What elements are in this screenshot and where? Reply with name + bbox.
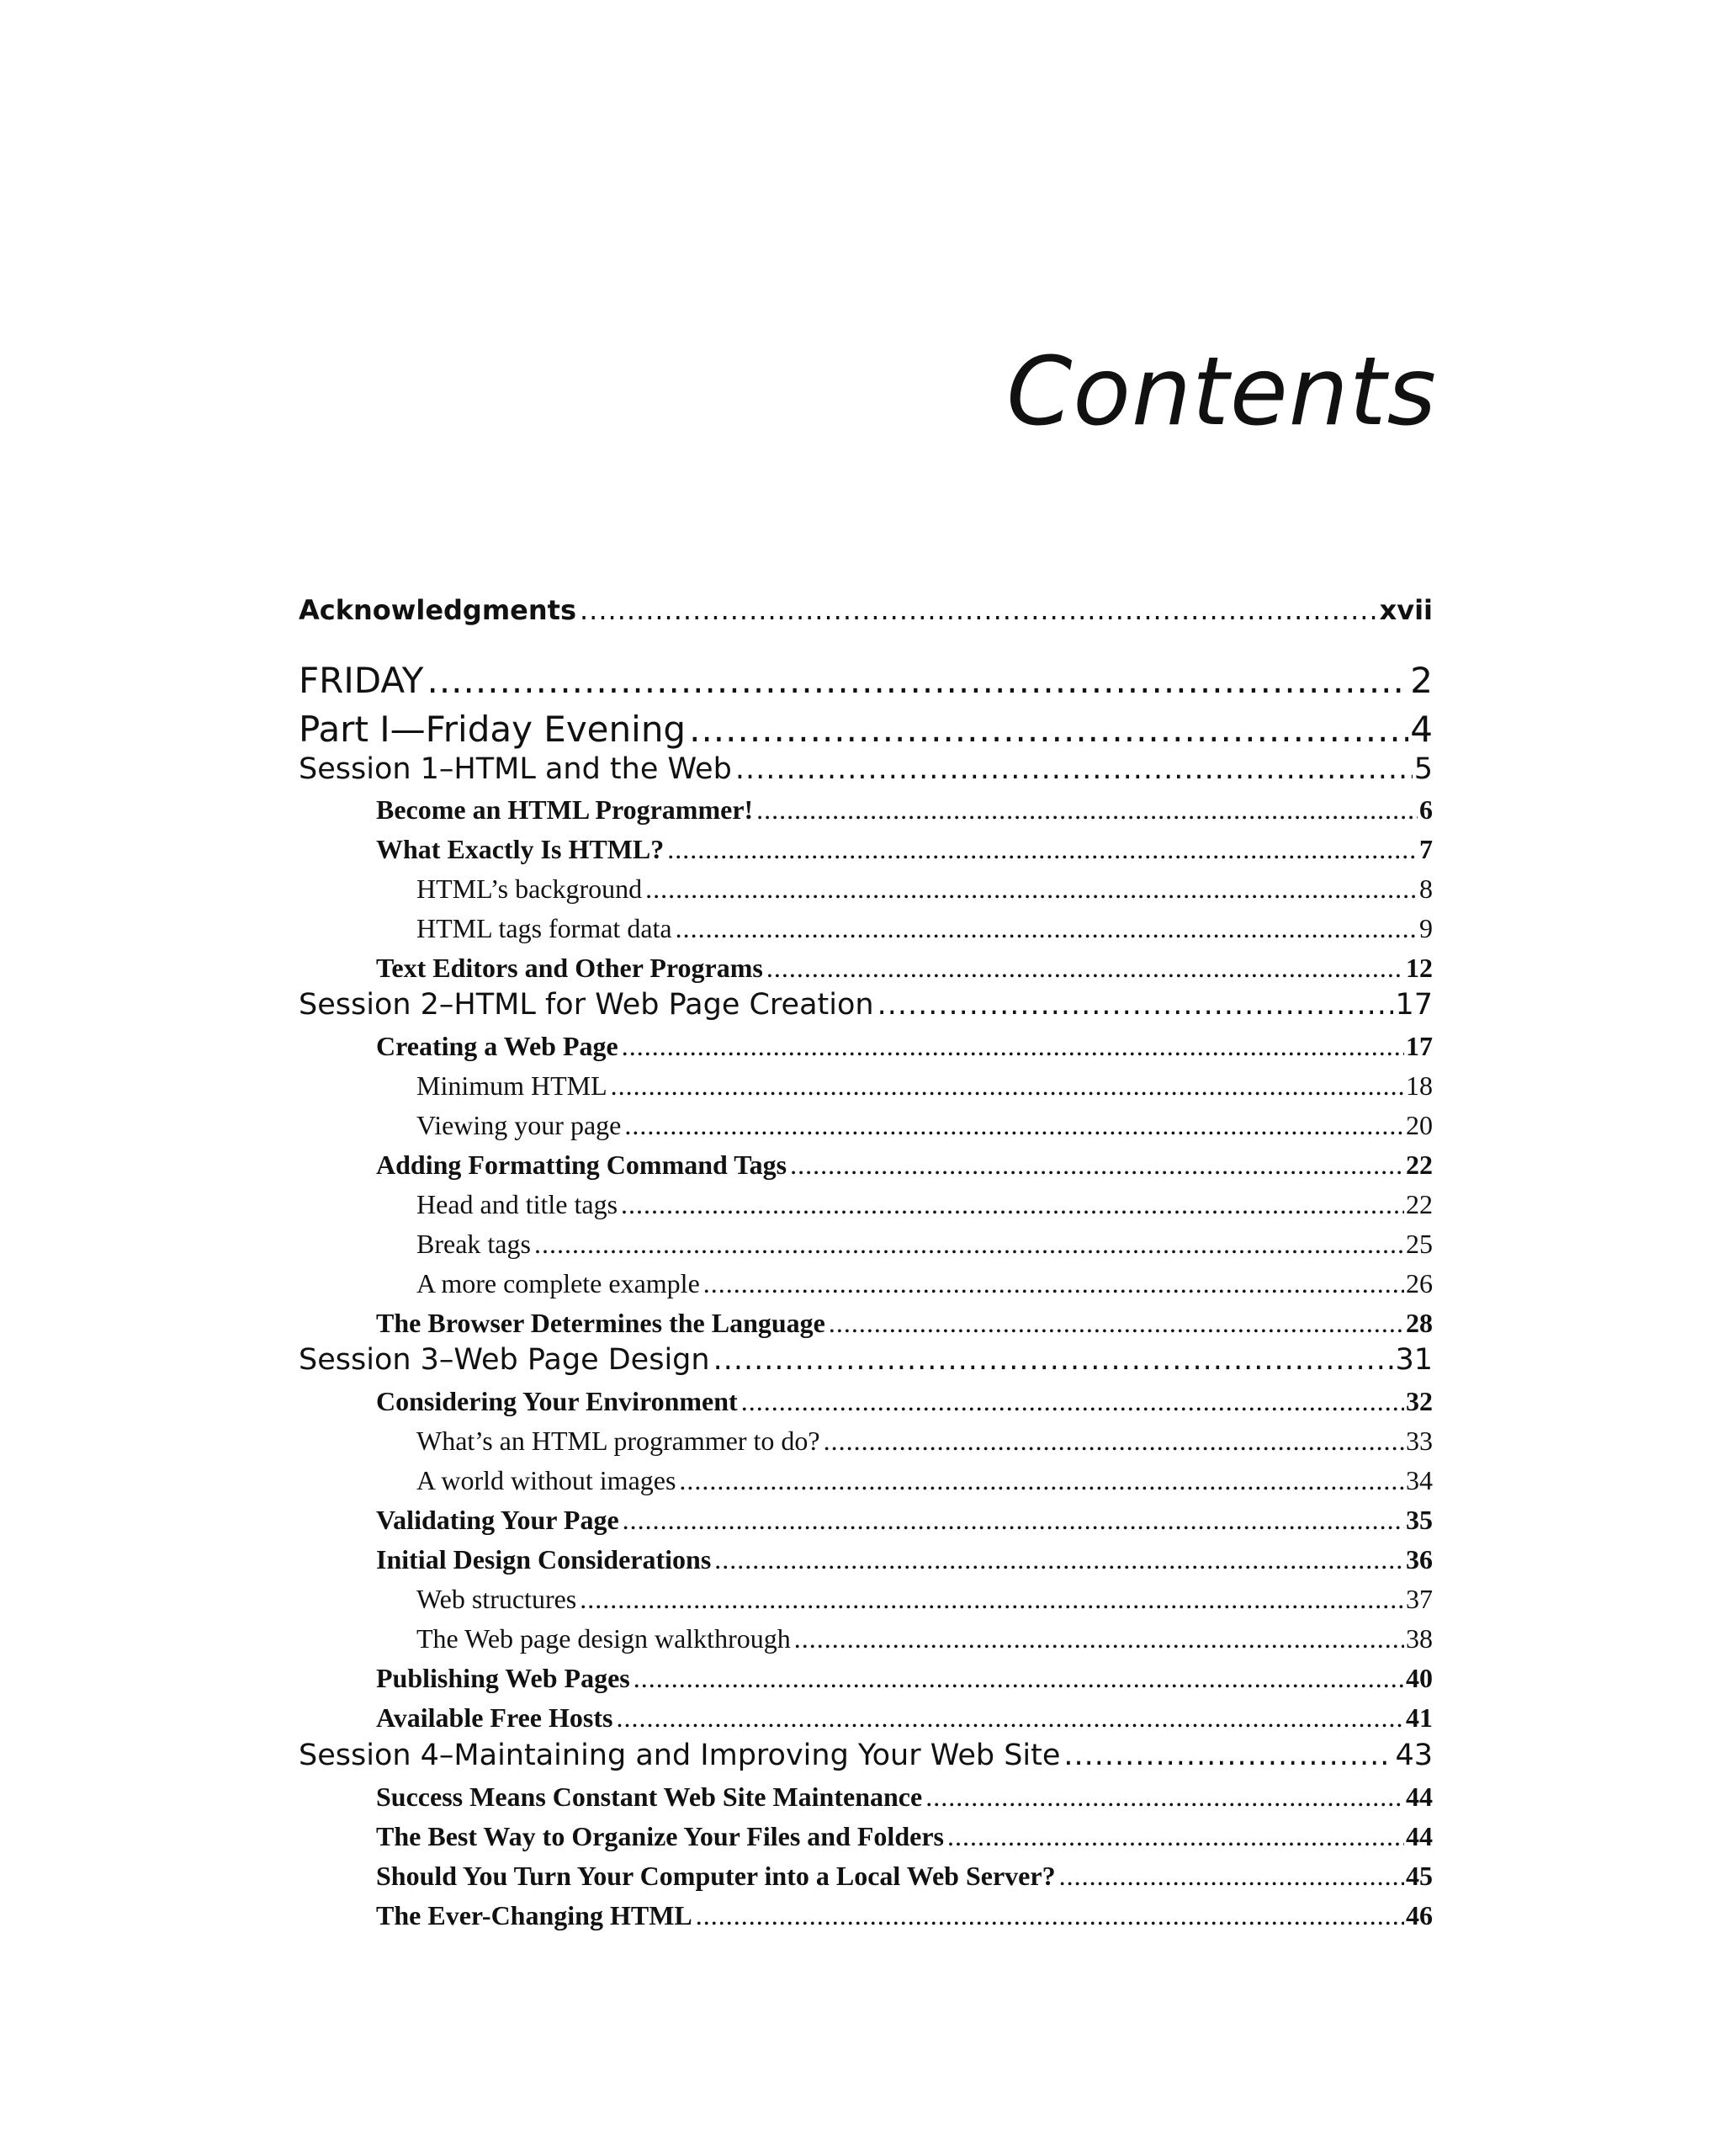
- toc-entry-title: Part I—Friday Evening: [299, 709, 687, 750]
- toc-entry-title: FRIDAY: [299, 660, 424, 701]
- dot-leader: [645, 874, 1418, 905]
- toc-entry-page-number: 44: [1406, 1821, 1433, 1851]
- toc-entry-page-number: 7: [1419, 834, 1433, 864]
- toc-entry: [299, 709, 1433, 750]
- toc-entry-title: Available Free Hosts: [376, 1702, 613, 1733]
- dot-leader: [611, 1070, 1404, 1102]
- toc-entry-title: Session 3–Web Page Design: [299, 1343, 710, 1377]
- toc-entry-title: HTML’s background: [416, 874, 643, 904]
- dot-leader: [624, 1110, 1404, 1141]
- toc-entry-title: Minimum HTML: [416, 1070, 607, 1101]
- toc-entry-title: HTML tags format data: [416, 913, 672, 943]
- toc-entry-page-number: 37: [1406, 1584, 1433, 1614]
- toc-entry-title: Publishing Web Pages: [376, 1663, 630, 1693]
- toc-entry-page-number: 41: [1406, 1702, 1433, 1733]
- dot-leader: [580, 1584, 1404, 1615]
- dot-leader: [676, 913, 1418, 944]
- toc-entry: [299, 988, 1433, 1022]
- toc-entry-title: Initial Design Considerations: [376, 1544, 712, 1575]
- dot-leader: [735, 752, 1413, 786]
- toc-entry: [376, 953, 1433, 984]
- toc-entry: [416, 1426, 1433, 1457]
- toc-entry-title: What Exactly Is HTML?: [376, 834, 665, 864]
- toc-entry-title: Acknowledgments: [299, 594, 576, 626]
- toc-entry-page-number: 43: [1395, 1739, 1433, 1772]
- toc-entry-page-number: 2: [1410, 660, 1433, 701]
- toc-entry-page-number: 32: [1406, 1386, 1433, 1416]
- toc-entry-page-number: 34: [1406, 1465, 1433, 1495]
- dot-leader: [679, 1465, 1404, 1496]
- toc-entry: [376, 1031, 1433, 1062]
- toc-entry-title: What’s an HTML programmer to do?: [416, 1426, 820, 1456]
- dot-leader: [623, 1505, 1404, 1536]
- toc-entry: [376, 1702, 1433, 1734]
- toc-entry-title: The Browser Determines the Language: [376, 1308, 825, 1338]
- toc-entry: [376, 1505, 1433, 1536]
- toc-entry-page-number: 18: [1406, 1070, 1433, 1101]
- toc-entry-title: A more complete example: [416, 1268, 700, 1298]
- toc-entry: [416, 1268, 1433, 1299]
- toc-entry-page-number: xvii: [1379, 594, 1433, 626]
- toc-entry-title: Viewing your page: [416, 1110, 622, 1140]
- dot-leader: [622, 1031, 1404, 1062]
- toc-entry-title: Validating Your Page: [376, 1505, 619, 1535]
- toc-entry-title: The Web page design walkthrough: [416, 1623, 791, 1654]
- dot-leader: [534, 1229, 1404, 1260]
- toc-entry: [299, 1343, 1433, 1377]
- toc-entry-page-number: 17: [1395, 988, 1433, 1022]
- toc-entry: [416, 874, 1433, 905]
- toc-entry: [376, 1544, 1433, 1575]
- toc-entry: [376, 1308, 1433, 1339]
- toc-entry: [376, 1386, 1433, 1417]
- toc-entry-page-number: 22: [1406, 1150, 1433, 1180]
- toc-entry: [376, 1861, 1433, 1892]
- toc-entry: [416, 1070, 1433, 1102]
- toc-entry: [299, 660, 1433, 701]
- toc-entry-page-number: 25: [1406, 1229, 1433, 1259]
- toc-entry-title: Creating a Web Page: [376, 1031, 618, 1061]
- toc-entry: [376, 794, 1433, 826]
- toc-entry-page-number: 46: [1406, 1900, 1433, 1930]
- toc-entry-page-number: 17: [1406, 1031, 1433, 1061]
- toc-entry-page-number: 12: [1406, 953, 1433, 983]
- dot-leader: [714, 1544, 1404, 1575]
- toc-entry-title: Break tags: [416, 1229, 531, 1259]
- toc-entry-title: Considering Your Environment: [376, 1386, 738, 1416]
- dot-leader: [829, 1308, 1404, 1339]
- toc-entry: [376, 1900, 1433, 1931]
- toc-entry-page-number: 8: [1419, 874, 1433, 904]
- toc-entry-title: The Ever-Changing HTML: [376, 1900, 692, 1930]
- toc-entry-page-number: 22: [1406, 1189, 1433, 1219]
- page-title: Contents: [1006, 337, 1437, 447]
- toc-entry-page-number: 44: [1406, 1782, 1433, 1812]
- toc-entry: [416, 1584, 1433, 1615]
- dot-leader: [824, 1426, 1404, 1457]
- toc-entry: [416, 913, 1433, 944]
- toc-entry: [416, 1623, 1433, 1654]
- toc-entry-page-number: 38: [1406, 1623, 1433, 1654]
- dot-leader: [1063, 1739, 1393, 1772]
- toc-entry-title: Web structures: [416, 1584, 577, 1614]
- toc-entry-title: A world without images: [416, 1465, 676, 1495]
- dot-leader: [756, 794, 1418, 826]
- dot-leader: [427, 660, 1408, 701]
- toc-entry: [299, 1739, 1433, 1772]
- dot-leader: [713, 1343, 1394, 1377]
- toc-entry-page-number: 4: [1410, 709, 1433, 750]
- toc-entry: [299, 594, 1433, 626]
- dot-leader: [634, 1663, 1404, 1694]
- toc-entry-title: Success Means Constant Web Site Maintenance: [376, 1782, 923, 1812]
- toc-entry-page-number: 20: [1406, 1110, 1433, 1140]
- toc-entry-page-number: 45: [1406, 1861, 1433, 1891]
- toc-entry-page-number: 9: [1419, 913, 1433, 943]
- toc-entry-page-number: 28: [1406, 1308, 1433, 1338]
- toc-entry-title: Text Editors and Other Programs: [376, 953, 763, 983]
- dot-leader: [689, 709, 1408, 750]
- toc-entry-page-number: 35: [1406, 1505, 1433, 1535]
- toc-entry-page-number: 36: [1406, 1544, 1433, 1575]
- toc-entry-title: Become an HTML Programmer!: [376, 794, 754, 825]
- toc-entry: [416, 1110, 1433, 1141]
- dot-leader: [794, 1623, 1404, 1654]
- toc-entry: [376, 1782, 1433, 1813]
- dot-leader: [947, 1821, 1404, 1852]
- toc-entry: [416, 1189, 1433, 1220]
- dot-leader: [1059, 1861, 1404, 1892]
- dot-leader: [790, 1150, 1404, 1181]
- toc-entry-title: Should You Turn Your Computer into a Local Web Server?: [376, 1861, 1056, 1891]
- dot-leader: [696, 1900, 1404, 1931]
- toc-entry-title: Session 1–HTML and the Web: [299, 752, 732, 786]
- toc-entry: [376, 1821, 1433, 1852]
- toc-entry-page-number: 33: [1406, 1426, 1433, 1456]
- toc-entry-title: The Best Way to Organize Your Files and Folders: [376, 1821, 944, 1851]
- toc-entry-title: Head and title tags: [416, 1189, 618, 1219]
- dot-leader: [703, 1268, 1404, 1299]
- dot-leader: [766, 953, 1404, 984]
- toc-entry-page-number: 31: [1395, 1343, 1433, 1377]
- toc-entry: [299, 752, 1433, 786]
- toc-entry-page-number: 5: [1413, 752, 1433, 786]
- dot-leader: [925, 1782, 1404, 1813]
- toc-entry: [376, 1663, 1433, 1694]
- dot-leader: [621, 1189, 1404, 1220]
- toc-entry: [376, 1150, 1433, 1181]
- toc-entry: [416, 1229, 1433, 1260]
- dot-leader: [616, 1702, 1404, 1734]
- dot-leader: [877, 988, 1394, 1022]
- toc-entry: [376, 834, 1433, 865]
- toc-entry-page-number: 26: [1406, 1268, 1433, 1298]
- toc-entry: [416, 1465, 1433, 1496]
- dot-leader: [580, 594, 1378, 626]
- toc-entry-title: Adding Formatting Command Tags: [376, 1150, 787, 1180]
- toc-entry-title: Session 4–Maintaining and Improving Your Web Site: [299, 1739, 1061, 1772]
- toc-entry-title: Session 2–HTML for Web Page Creation: [299, 988, 874, 1022]
- toc-entry-page-number: 40: [1406, 1663, 1433, 1693]
- dot-leader: [741, 1386, 1404, 1417]
- dot-leader: [667, 834, 1418, 865]
- toc-entry-page-number: 6: [1419, 794, 1433, 825]
